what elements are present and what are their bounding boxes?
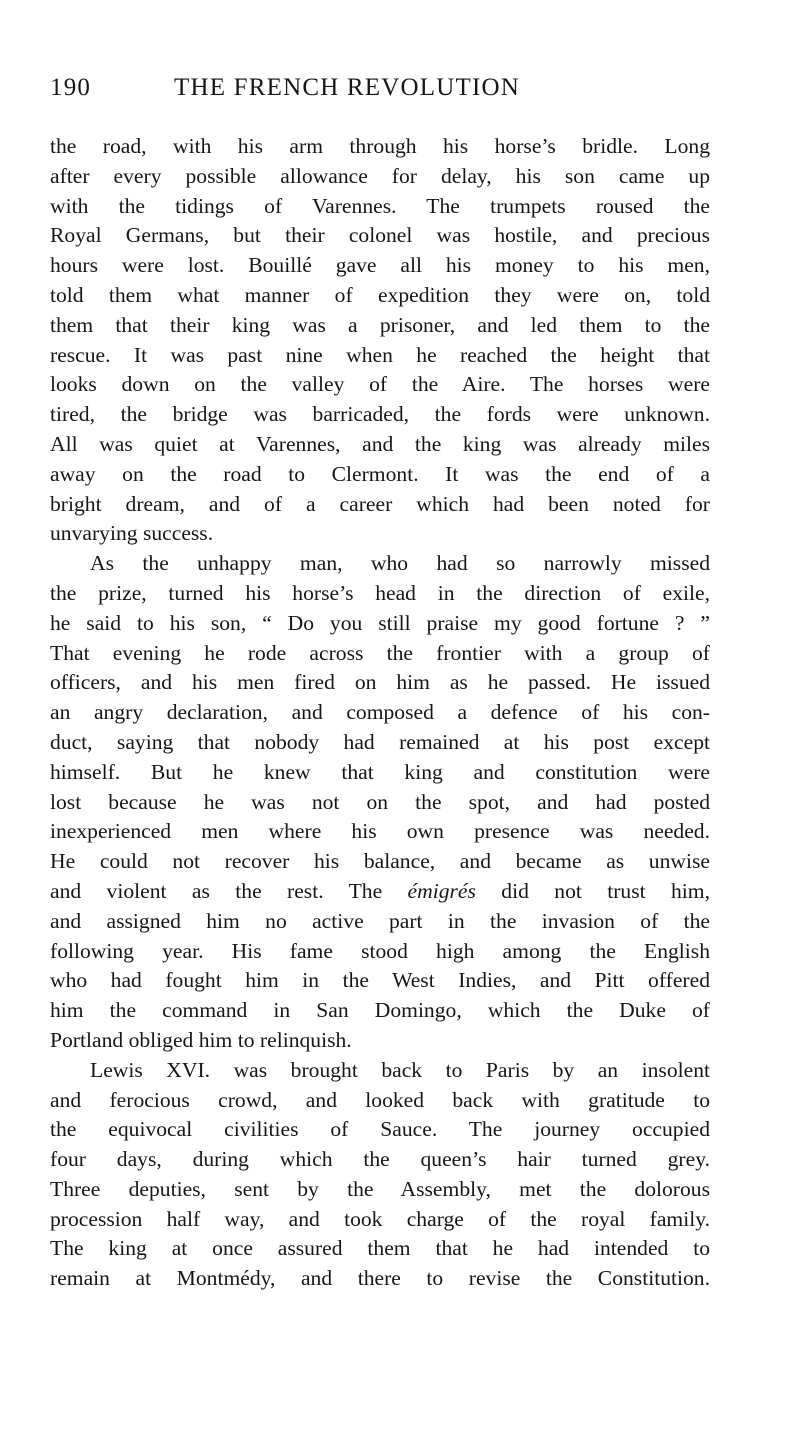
text-line: He could not recover his balance, and became as unwise — [50, 849, 710, 874]
text-line: an angry declaration, and composed a defence of his con- — [50, 700, 710, 725]
text-line: with the tidings of Varennes. The trumpets roused the — [50, 193, 710, 218]
text-run: and violent as the rest. The — [50, 878, 408, 903]
book-page — [50, 74, 710, 1294]
text-line: tired, the bridge was barricaded, the fords were unknown. — [50, 402, 710, 427]
running-title: THE FRENCH REVOLUTION — [174, 74, 521, 101]
text-line: inexperienced men where his own presence was needed. — [50, 819, 710, 844]
text-line: Royal Germans, but their colonel was hostile, and precious — [50, 223, 710, 248]
text-line: told them what manner of expedition they were on, told — [50, 282, 710, 307]
text-line: All was quiet at Varennes, and the king was already miles — [50, 431, 710, 456]
text-line: lost because he was not on the spot, and had posted — [50, 789, 710, 814]
text-line: unvarying success. — [50, 521, 214, 546]
text-line: That evening he rode across the frontier with a group of — [50, 640, 710, 665]
text-line: the road, with his arm through his horse’s bridle. Long — [50, 134, 710, 158]
text-line: him the command in San Domingo, which the Duke of — [50, 998, 710, 1023]
text-line: bright dream, and of a career which had been noted for — [50, 491, 710, 516]
text-line: four days, during which the queen’s hair turned grey. — [50, 1147, 710, 1172]
running-head — [50, 74, 710, 114]
text-line: duct, saying that nobody had remained at his post except — [50, 729, 710, 754]
text-line: officers, and his men fired on him as he passed. He issued — [50, 670, 710, 695]
paragraph — [50, 132, 710, 549]
text-line: and assigned him no active part in the invasion of the — [50, 908, 710, 933]
text-line: the prize, turned his horse’s head in the direction of exile, — [50, 580, 710, 605]
text-line: after every possible allowance for delay, his son came up — [50, 163, 710, 188]
text-line: himself. But he knew that king and constitution were — [50, 759, 710, 784]
text-line: he said to his son, “ Do you still praise my good fortune ? ” — [50, 610, 710, 635]
text-line: The king at once assured them that he had intended to — [50, 1236, 710, 1261]
page-number: 190 — [50, 74, 92, 101]
text-line: the equivocal civilities of Sauce. The journey occupied — [50, 1117, 710, 1142]
text-line: remain at Montmédy, and there to revise the Constitution. — [50, 1266, 710, 1291]
text-line: Portland obliged him to relinquish. — [50, 1027, 352, 1052]
text-line: As the unhappy man, who had so narrowly missed — [90, 551, 710, 576]
text-line: hours were lost. Bouillé gave all his money to his men, — [50, 253, 710, 278]
text-run: did not trust him, — [475, 878, 710, 903]
paragraph — [50, 549, 710, 1056]
text-line: them that their king was a prisoner, and led them to the — [50, 312, 710, 337]
italic-word: émigrés — [407, 878, 476, 903]
text-line: and ferocious crowd, and looked back with gratitude to — [50, 1087, 710, 1112]
text-line: following year. His fame stood high among the English — [50, 938, 710, 963]
text-line: who had fought him in the West Indies, and Pitt offered — [50, 968, 710, 993]
text-line: looks down on the valley of the Aire. The horses were — [50, 372, 710, 397]
text-line: rescue. It was past nine when he reached the height that — [50, 342, 710, 367]
text-line — [50, 877, 710, 907]
paragraph — [50, 1056, 710, 1294]
text-line: procession half way, and took charge of the royal family. — [50, 1206, 710, 1231]
body-text — [50, 132, 710, 1294]
text-line: Lewis XVI. was brought back to Paris by an insolent — [90, 1057, 710, 1082]
text-line: away on the road to Clermont. It was the end of a — [50, 461, 710, 486]
text-line: Three deputies, sent by the Assembly, met the dolorous — [50, 1176, 710, 1201]
